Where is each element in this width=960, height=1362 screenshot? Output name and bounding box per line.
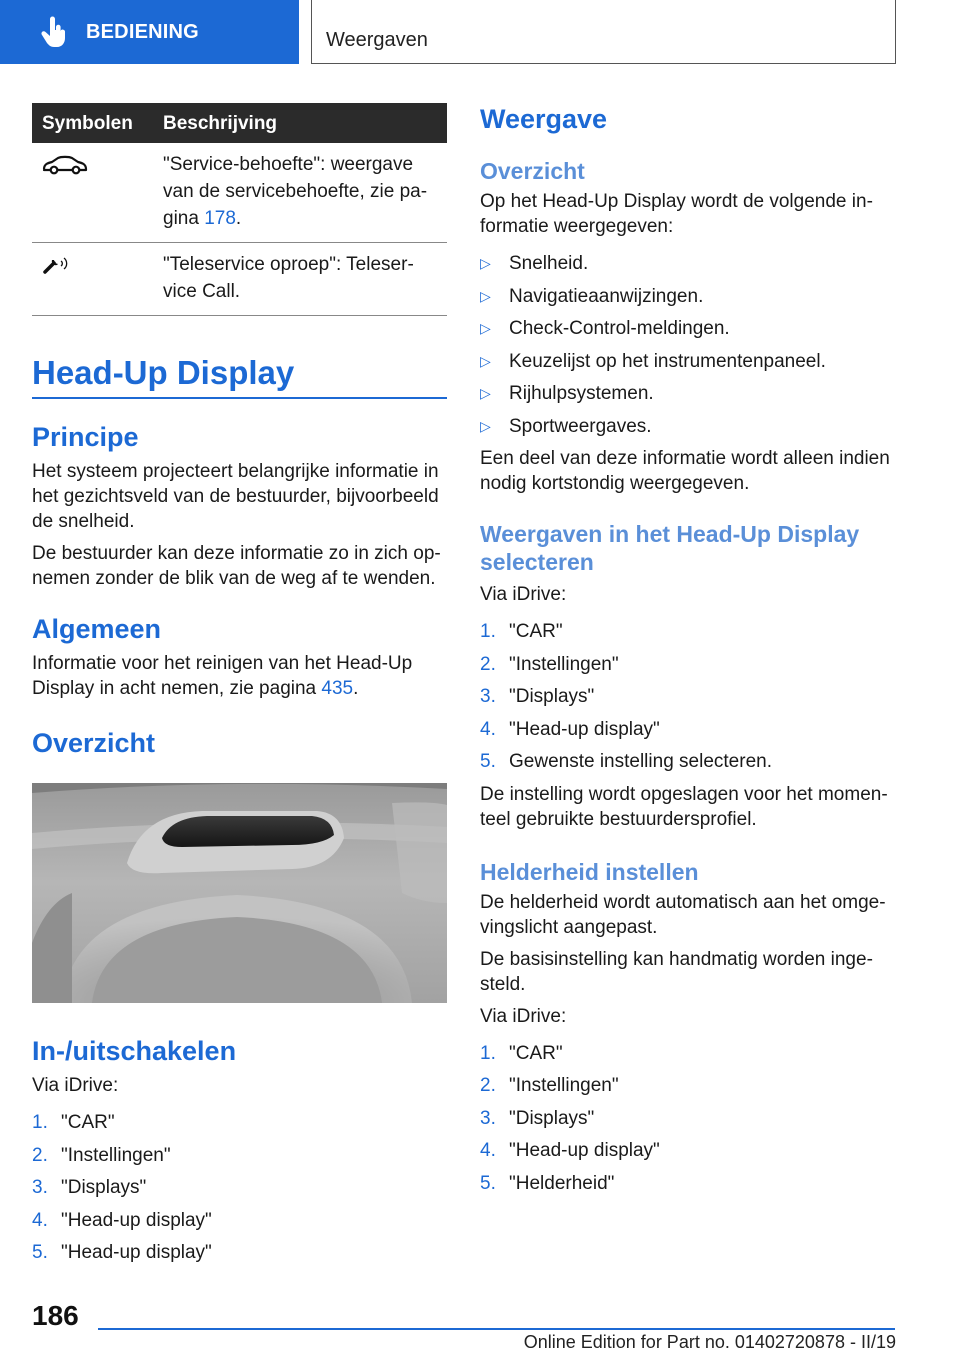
triangle-bullet-icon: ▷ bbox=[480, 287, 491, 304]
symbol-cell bbox=[32, 243, 153, 316]
list-item: 5. Gewenste instelling selecteren. bbox=[480, 751, 772, 772]
algemeen-heading: Algemeen bbox=[32, 614, 162, 644]
table-row bbox=[32, 143, 447, 243]
list-item: ▷ Check-Control-meldingen. bbox=[480, 318, 730, 339]
page-link-435[interactable]: 435 bbox=[321, 678, 354, 699]
helderheid-heading: Helderheid instellen bbox=[480, 858, 699, 885]
overzicht-heading: Overzicht bbox=[32, 728, 156, 758]
paragraph: De instelling wordt opgeslagen voor het momenteel gebruikte bestuurdersprofiel. bbox=[480, 783, 888, 830]
left-column bbox=[32, 103, 447, 1273]
triangle-bullet-icon: ▷ bbox=[480, 255, 491, 271]
right-column bbox=[480, 103, 895, 1203]
page-number: 186 bbox=[32, 1300, 79, 1331]
triangle-bullet-icon: ▷ bbox=[480, 385, 491, 401]
inuit-steps bbox=[32, 1110, 447, 1265]
list-item: 1. "CAR" bbox=[480, 621, 563, 642]
overzicht-subheading: Overzicht bbox=[480, 158, 585, 184]
list-item: ▷ Navigatieaanwijzingen. bbox=[480, 285, 704, 307]
list-item: 4. "Head-up display" bbox=[480, 718, 660, 740]
chapter-title: Weergaven bbox=[326, 29, 428, 51]
paragraph: Het systeem projecteert belangrijke informatie in het gezichtsveld van de bestuurder, bijvoorbeeld de snelheid. bbox=[32, 461, 439, 532]
edition-note: Online Edition for Part no. 01402720878 - II/19 bbox=[523, 1332, 896, 1352]
paragraph: Via iDrive: bbox=[32, 1075, 119, 1096]
symbol-cell bbox=[32, 143, 153, 243]
table-row bbox=[32, 243, 447, 316]
list-item: 3. "Displays" bbox=[32, 1177, 147, 1198]
helderheid-steps bbox=[480, 1041, 895, 1196]
principe-heading: Principe bbox=[32, 422, 139, 452]
chapter-header bbox=[311, 0, 896, 64]
triangle-bullet-icon: ▷ bbox=[480, 417, 491, 434]
symbols-table bbox=[32, 103, 447, 316]
paragraph: Via iDrive: bbox=[480, 584, 567, 605]
list-item: ▷ Sportweergaves. bbox=[480, 415, 652, 437]
list-item: ▷ Keuzelijst op het instrumentenpaneel. bbox=[480, 350, 826, 372]
table-header-symbols: Symbolen bbox=[32, 103, 153, 143]
select-heading: Weergaven in het Head-Up Display selecteren bbox=[480, 521, 860, 575]
list-item: 3. "Displays" bbox=[480, 1107, 595, 1129]
section-title: Head-Up Display bbox=[32, 354, 295, 391]
paragraph: Op het Head-Up Display wordt de volgende informatie weergegeven: bbox=[480, 191, 873, 237]
head-up-display-photo bbox=[32, 783, 447, 1003]
select-steps bbox=[480, 619, 895, 774]
car-service-icon bbox=[42, 159, 88, 180]
paragraph: De helderheid wordt automatisch aan het omgevingslicht aangepast. bbox=[480, 891, 886, 938]
table-header-description: Beschrijving bbox=[153, 103, 447, 143]
hand-pointer-icon bbox=[34, 12, 74, 52]
list-item: 4. "Head-up display" bbox=[480, 1140, 660, 1161]
paragraph: Informatie voor het reinigen van het Head-Up Display in acht nemen, zie pagina 435. bbox=[32, 653, 413, 699]
description-cell: "Teleservice oproep": Teleservice Call. bbox=[153, 243, 447, 316]
inuit-heading: In-/uitschakelen bbox=[32, 1036, 237, 1066]
paragraph: Een deel van deze informatie wordt alleen indien nodig kortstondig weergegeven. bbox=[480, 448, 890, 494]
info-list bbox=[480, 251, 895, 439]
title-rule bbox=[32, 397, 447, 399]
page-link-178[interactable]: 178 bbox=[204, 208, 236, 229]
list-item: 1. "CAR" bbox=[32, 1112, 115, 1133]
description-cell: "Service-behoefte": weergave van de servicebehoefte, zie pagina 178. bbox=[153, 143, 447, 243]
list-item: 5. "Helderheid" bbox=[480, 1172, 615, 1194]
weergave-heading: Weergave bbox=[480, 104, 608, 134]
list-item: ▷ Rijhulpsystemen. bbox=[480, 383, 654, 404]
triangle-bullet-icon: ▷ bbox=[480, 320, 491, 336]
paragraph: De basisinstelling kan handmatig worden ingesteld. bbox=[480, 948, 873, 995]
list-item: 3. "Displays" bbox=[480, 686, 595, 707]
paragraph: De bestuurder kan deze informatie zo in zich opnemen zonder de blik van de weg af te wenden. bbox=[32, 543, 441, 589]
paragraph: Via iDrive: bbox=[480, 1005, 567, 1027]
triangle-bullet-icon: ▷ bbox=[480, 352, 491, 369]
list-item: 1. "CAR" bbox=[480, 1042, 563, 1064]
teleservice-wrench-icon bbox=[42, 259, 72, 280]
section-tab[interactable] bbox=[0, 0, 299, 64]
list-item: 2. "Instellingen" bbox=[32, 1144, 171, 1166]
list-item: 5. "Head-up display" bbox=[32, 1242, 212, 1263]
section-tab-label: BEDIENING bbox=[86, 20, 199, 43]
list-item: 4. "Head-up display" bbox=[32, 1209, 212, 1231]
list-item: 2. "Instellingen" bbox=[480, 653, 619, 675]
list-item: 2. "Instellingen" bbox=[480, 1075, 619, 1096]
list-item: ▷ Snelheid. bbox=[480, 253, 589, 274]
footer-rule bbox=[98, 1328, 895, 1330]
